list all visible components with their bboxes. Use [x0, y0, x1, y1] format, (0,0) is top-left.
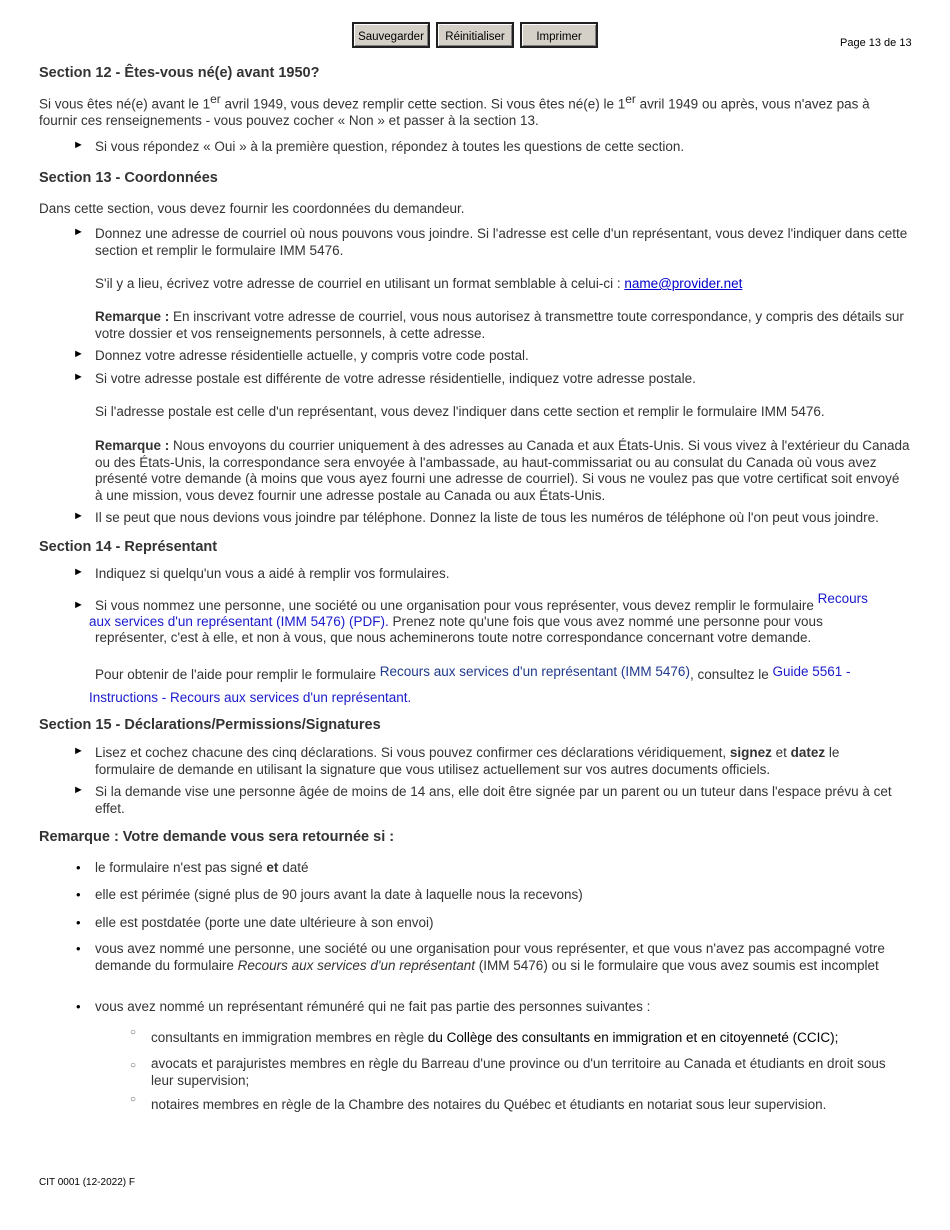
bullet-dot-icon: •	[76, 941, 81, 956]
reset-button[interactable]: Réinitialiser	[436, 22, 514, 48]
triangle-bullet-icon: ►	[73, 226, 84, 238]
section-12-bullet: Si vous répondez « Oui » à la première question, répondez à toutes les questions de cette section.	[95, 139, 685, 154]
section-14-bullet-representative: Si vous nommez une personne, une société ou une organisation pour vous représenter, vous devez remplir le formulaire Recours	[95, 591, 868, 613]
section-13-bullet-postal: Si votre adresse postale est différente de votre adresse résidentielle, indiquez votre adresse postale.	[95, 371, 696, 386]
section-14-representative-note: représenter, c'est à elle, et non à vous, que nous acheminerons toute notre correspondance concernant votre demande.	[95, 630, 812, 645]
returned-item-unsigned: le formulaire n'est pas signé et daté	[95, 860, 309, 875]
section-15-bullet-minor: Si la demande vise une personne âgée de moins de 14 ans, elle doit être signée par un parent ou un tuteur dans l'espace prévu à cet effet.	[95, 784, 892, 816]
section-13-bullet-email: Donnez une adresse de courriel où nous pouvons vous joindre. Si l'adresse est celle d'un représentant, vous devez l'indiquer dans cette section et remplir le formulaire IMM 5476.	[95, 226, 908, 258]
triangle-bullet-icon: ►	[73, 599, 84, 611]
bullet-dot-icon: •	[76, 860, 81, 875]
paid-rep-notaries: notaires membres en règle de la Chambre des notaires du Québec et étudiants en notariat sous leur supervision.	[151, 1097, 827, 1112]
circle-bullet-icon: ○	[130, 1060, 137, 1071]
paid-rep-consultants: consultants en immigration membres en règle du Collège des consultants en immigration et en citoyenneté (CCIC);	[151, 1030, 839, 1045]
section-12-title: Section 12 - Êtes-vous né(e) avant 1950?	[39, 65, 320, 81]
triangle-bullet-icon: ►	[73, 371, 84, 383]
triangle-bullet-icon: ►	[73, 139, 84, 151]
section-13-title: Section 13 - Coordonnées	[39, 170, 218, 186]
section-14-guide-cont	[89, 690, 939, 707]
guide-5561-link-part2[interactable]: Instructions - Recours aux services d'un représentant.	[89, 690, 412, 705]
section-12-paragraph: Si vous êtes né(e) avant le 1er avril 1949, vous devez remplir cette section. Si vous êtes né(e) le 1er avril 1949 ou après, vous n'avez pas à fournir ces renseignements - vous pouvez cocher « Non » et passer à la section 13.	[39, 92, 870, 128]
returned-item-no-imm5476: vous avez nommé une personne, une société ou une organisation pour vous représenter, et que vous n'avez pas accompagné votre demande du formulaire Recours aux services d'un représentant (IMM 5476) ou si le formulaire que vous avez soumis est incomplet	[95, 941, 885, 973]
section-13-bullet-phone: Il se peut que nous devions vous joindre par téléphone. Donnez la liste de tous les numéros de téléphone où l'on peut vous joindre.	[95, 510, 879, 525]
form-code-footer: CIT 0001 (12-2022) F	[39, 1177, 135, 1188]
section-14-help-guide: Pour obtenir de l'aide pour remplir le formulaire Recours aux services d'un représentant (IMM 5476), consultez le Guide 5561 -	[95, 664, 851, 682]
circle-bullet-icon: ○	[130, 1027, 137, 1038]
returned-item-expired: elle est périmée (signé plus de 90 jours avant la date à laquelle nous la recevons)	[95, 887, 583, 902]
circle-bullet-icon: ○	[130, 1094, 137, 1105]
triangle-bullet-icon: ►	[73, 566, 84, 578]
triangle-bullet-icon: ►	[73, 784, 84, 796]
section-13-email-format: S'il y a lieu, écrivez votre adresse de courriel en utilisant un format semblable à celui-ci : name@provider.net	[95, 276, 743, 291]
triangle-bullet-icon: ►	[73, 510, 84, 522]
bullet-dot-icon: •	[76, 999, 81, 1014]
section-13-postal-note: Remarque : Nous envoyons du courrier uniquement à des adresses au Canada et aux États-Unis. Si vous vivez à l'extérieur du Canada ou des États-Unis, la correspondance sera envoyée à l'ambassade, au haut-commissariat ou au consulat du Canada où vous avez présenté votre demande (à moins que vous ayez fourni une adresse de courriel). Si vous ne voulez pas que votre certificat soit envoyé à une mission, vous devez fournir une adresse postale au Canada ou aux États-Unis.	[95, 438, 910, 503]
email-example-link[interactable]: name@provider.net	[624, 276, 743, 291]
returned-item-paid-rep: vous avez nommé un représentant rémunéré qui ne fait pas partie des personnes suivantes :	[95, 999, 651, 1014]
triangle-bullet-icon: ►	[73, 348, 84, 360]
returned-title: Remarque : Votre demande vous sera retournée si :	[39, 829, 395, 845]
triangle-bullet-icon: ►	[73, 745, 84, 757]
section-14-representative-cont: aux services d'un représentant (IMM 5476) (PDF). Prenez note qu'une fois que vous avez nommé une personne pour vous	[89, 614, 823, 629]
section-13-postal-rep: Si l'adresse postale est celle d'un représentant, vous devez l'indiquer dans cette section et remplir le formulaire IMM 5476.	[95, 404, 825, 419]
section-14-title: Section 14 - Représentant	[39, 539, 218, 555]
section-15-title: Section 15 - Déclarations/Permissions/Signatures	[39, 717, 381, 733]
guide-5561-link-part1[interactable]: Guide 5561 -	[772, 664, 851, 679]
imm5476-pdf-link[interactable]: aux services d'un représentant (IMM 5476) (PDF).	[89, 614, 389, 629]
bullet-dot-icon: •	[76, 915, 81, 930]
save-button[interactable]: Sauvegarder	[352, 22, 430, 48]
page-number: Page 13 de 13	[840, 37, 912, 49]
bullet-dot-icon: •	[76, 887, 81, 902]
section-13-email-note: Remarque : En inscrivant votre adresse de courriel, vous nous autorisez à transmettre toute correspondance, y compris des détails sur votre dossier et vos renseignements personnels, à cette adresse.	[95, 309, 904, 341]
imm5476-link-part1[interactable]: Recours	[817, 591, 868, 606]
paid-rep-lawyers: avocats et parajuristes membres en règle du Barreau d'une province ou d'un territoire au Canada et étudiants en droit sous leur supervision;	[151, 1056, 886, 1088]
section-14-bullet-help: Indiquez si quelqu'un vous a aidé à remplir vos formulaires.	[95, 566, 450, 581]
returned-item-postdated: elle est postdatée (porte une date ultérieure à son envoi)	[95, 915, 434, 930]
print-button[interactable]: Imprimer	[520, 22, 598, 48]
section-15-bullet-declarations: Lisez et cochez chacune des cinq déclarations. Si vous pouvez confirmer ces déclarations véridiquement, signez et datez le formulaire de demande en utilisant la signature que vous utilisez actuellement sur vos autres documents officiels.	[95, 745, 840, 777]
imm5476-form-link[interactable]: Recours aux services d'un représentant (IMM 5476)	[379, 664, 690, 679]
section-13-bullet-residence: Donnez votre adresse résidentielle actuelle, y compris votre code postal.	[95, 348, 529, 363]
section-13-intro: Dans cette section, vous devez fournir les coordonnées du demandeur.	[39, 201, 465, 216]
